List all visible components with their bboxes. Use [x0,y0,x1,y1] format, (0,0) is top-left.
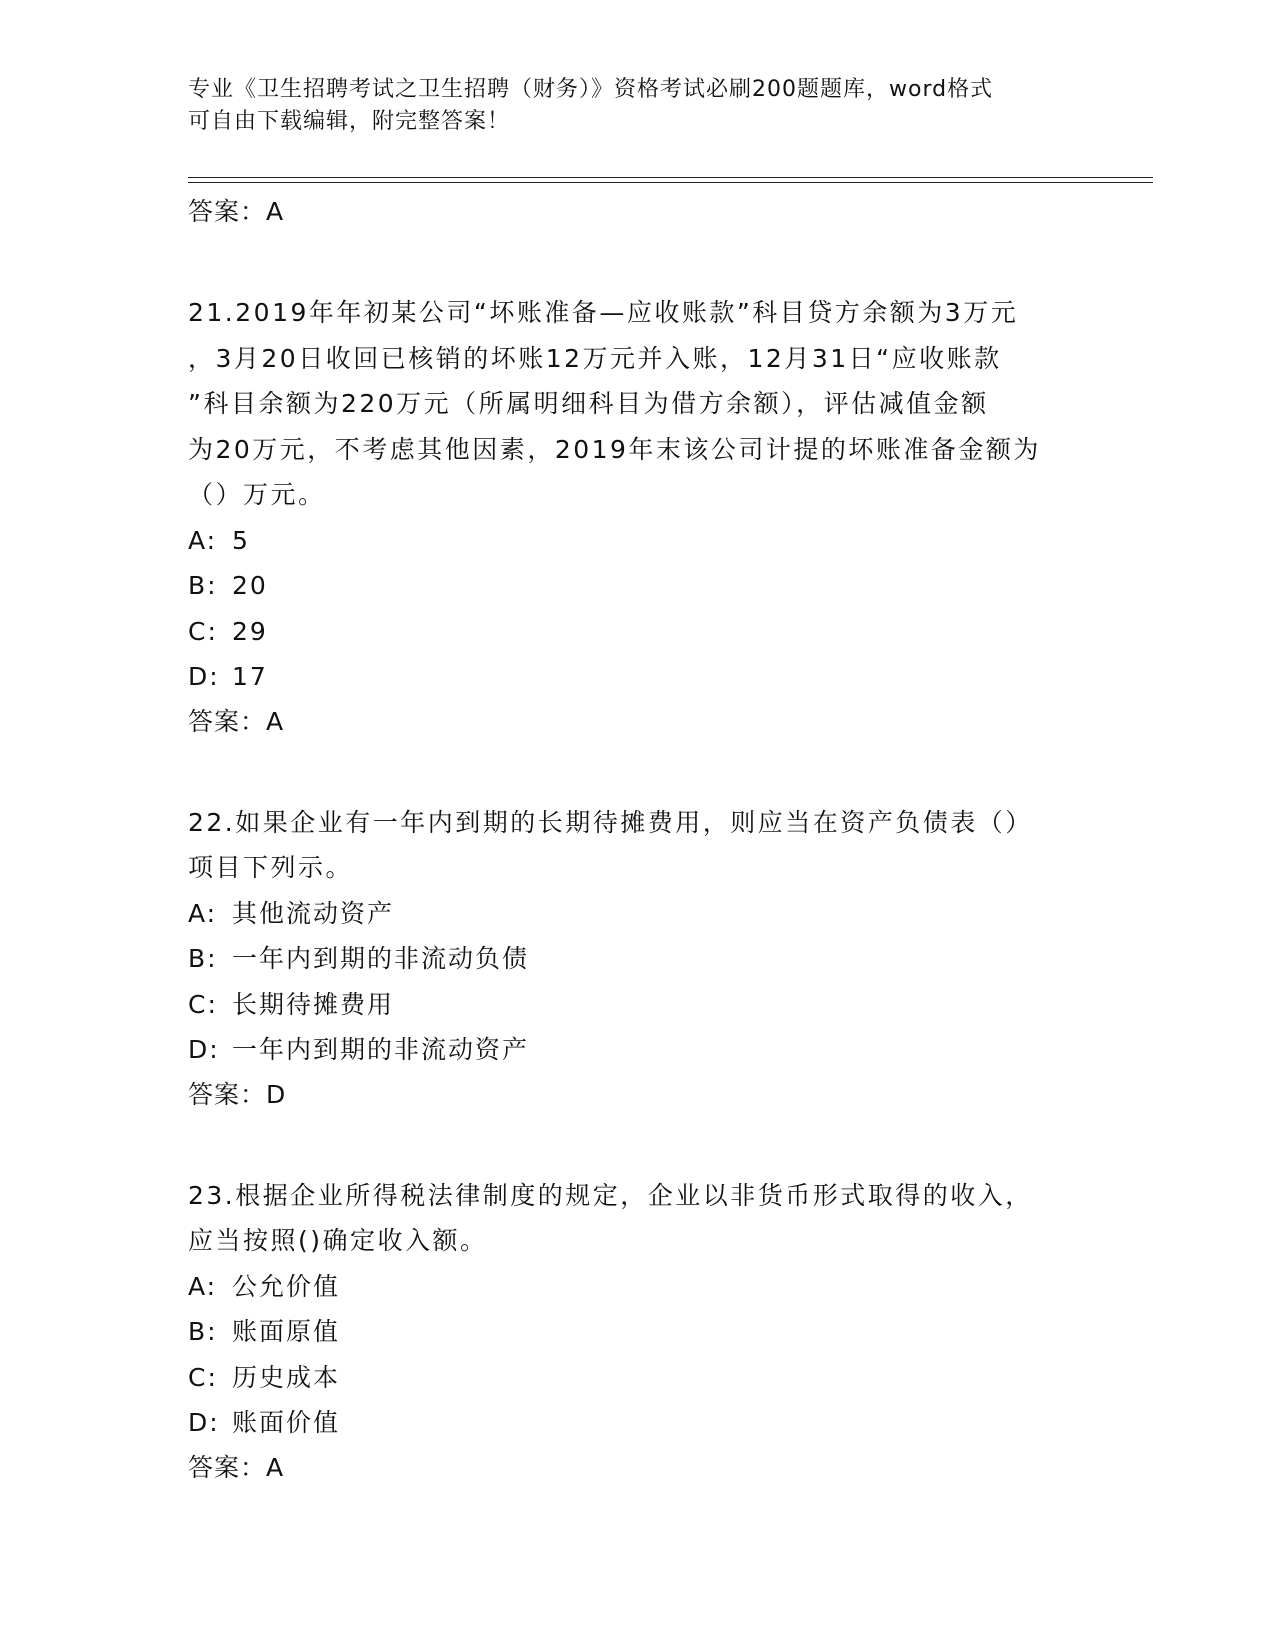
option-letter: C: [188,1362,218,1392]
stem-line: 21.2019年年初某公司“坏账准备—应收账款”科目贷方余额为3万元 [188,298,1019,327]
option-text: 账面原值 [232,1317,341,1346]
stem-line: 22.如果企业有一年内到期的长期待摊费用，则应当在资产负债表（） [188,807,1033,837]
option-letter: A: [188,898,218,928]
question-stem [188,1173,1088,1264]
option-b [188,563,1088,609]
option-text: 一年内到期的非流动负债 [232,944,530,973]
stem-line: 23.根据企业所得税法律制度的规定，企业以非货币形式取得的收入， [188,1180,1033,1210]
option-b [188,1309,1088,1355]
header-title-line-1: 专业《卫生招聘考试之卫生招聘（财务）》资格考试必刷200题题库，word格式 [188,77,994,102]
option-b [188,936,1088,982]
option-text: 历史成本 [232,1362,341,1392]
option-text: 17 [232,662,268,691]
option-letter: C: [188,616,218,646]
option-c [188,609,1088,655]
option-letter: C: [188,989,218,1019]
option-text: 20 [232,571,268,600]
stem-line: （）万元。 [188,480,326,509]
option-letter: B: [188,1317,218,1346]
header-title-line-2: 可自由下载编辑，附完整答案！ [188,109,511,134]
option-letter: A: [188,525,218,555]
question-stem [188,290,1088,518]
option-a [188,518,1088,564]
stem-line: 项目下列示。 [188,853,354,882]
stem-line: 应当按照()确定收入额。 [188,1226,488,1255]
option-c [188,1355,1088,1401]
option-text: 长期待摊费用 [232,989,395,1019]
question-stem [188,800,1088,891]
option-letter: D: [188,662,220,691]
option-text: 其他流动资产 [232,898,395,928]
option-text: 账面价值 [232,1408,341,1437]
stem-line: 为20万元，不考虑其他因素，2019年末该公司计提的坏账准备金额为 [188,434,1041,464]
option-a [188,1264,1088,1310]
question-23 [188,1173,1088,1490]
spacer [188,744,1088,800]
option-letter: B: [188,571,218,600]
answer-line: 答案：A [188,1452,285,1482]
option-a [188,891,1088,937]
option-letter: B: [188,944,218,973]
stem-line: ，3月20日收回已核销的坏账12万元并入账，12月31日“应收账款 [188,343,1002,373]
option-d [188,1400,1088,1446]
spacer [188,1117,1088,1173]
question-21 [188,290,1088,744]
option-text: 29 [232,616,268,646]
header-divider-bottom [188,182,1153,183]
document-header [188,74,1088,138]
question-list [188,190,1088,1490]
option-text: 公允价值 [232,1271,341,1301]
question-22 [188,800,1088,1117]
answer-line: 答案：D [188,1079,287,1109]
option-letter: D: [188,1408,220,1437]
option-text: 5 [232,525,250,555]
stem-line: ”科目余额为220万元（所属明细科目为借方余额），评估减值金额 [188,389,989,418]
option-d [188,1027,1088,1073]
previous-question-answer: 答案：A [188,197,285,226]
header-divider-top [188,177,1153,178]
option-c [188,982,1088,1028]
option-letter: D: [188,1035,220,1064]
option-letter: A: [188,1271,218,1301]
option-text: 一年内到期的非流动资产 [232,1035,530,1064]
option-d [188,654,1088,700]
answer-line: 答案：A [188,706,285,736]
